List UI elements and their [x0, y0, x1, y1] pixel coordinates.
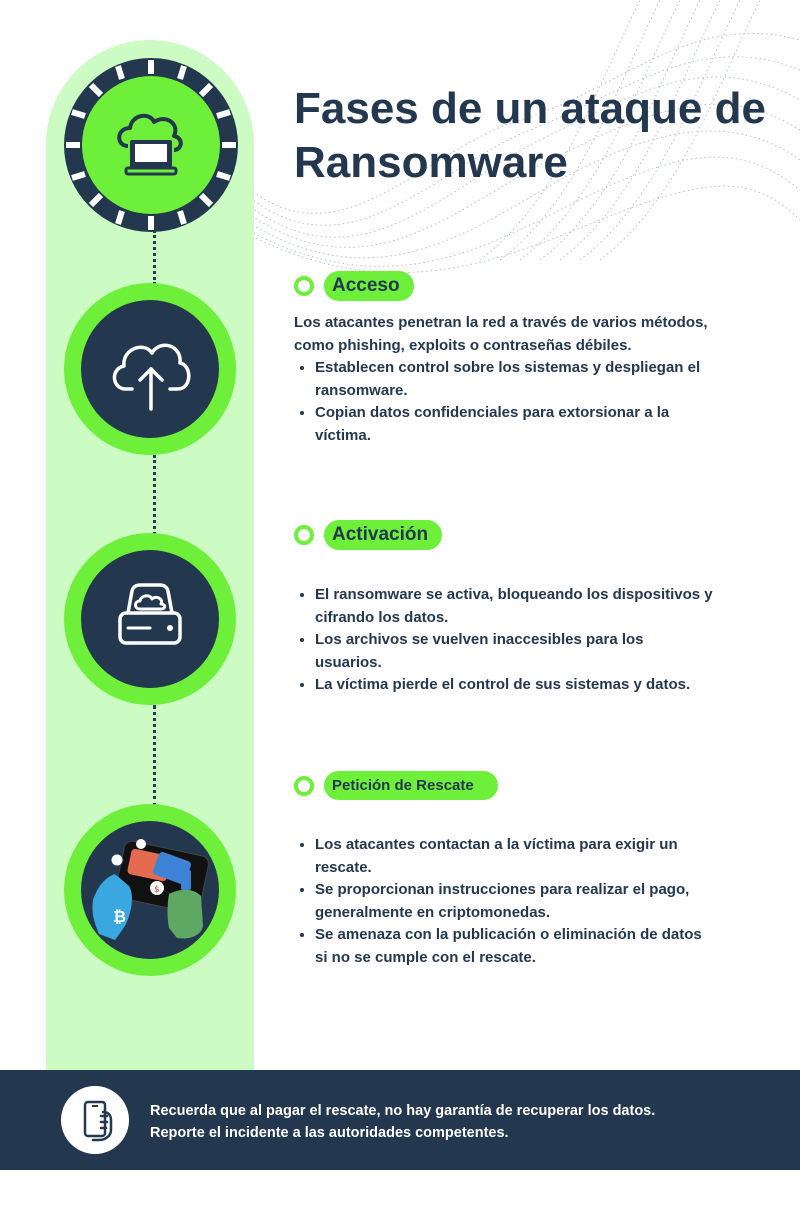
- list-item: • Los archivos se vuelven inaccesibles para los usuarios.: [315, 629, 714, 674]
- phase-1-heading: [294, 271, 414, 301]
- footer-line-2: Reporte el incidente a las autoridades competentes.: [150, 1125, 509, 1141]
- phase-2-text: [294, 584, 714, 697]
- phase-3-title: Petición de Rescate: [324, 771, 498, 800]
- laptop-cloud-icon: [82, 76, 220, 214]
- phase-marker: [294, 276, 314, 296]
- list-item: • Se amenaza con la publicación o eliminación de datos si no se cumple con el rescate.: [315, 924, 714, 969]
- timeline-connector: [153, 705, 156, 807]
- cloud-drive-icon: [81, 550, 219, 688]
- phase-2-title: Activación: [324, 520, 442, 550]
- phase-1-text: [294, 312, 714, 447]
- phase-3-text: [294, 834, 714, 969]
- phase-marker: [294, 525, 314, 545]
- timeline-connector: [153, 230, 156, 285]
- footer-text: [150, 1100, 655, 1144]
- page-title: Fases de un ataque de Ransomware: [294, 84, 766, 187]
- list-item: • Se proporcionan instrucciones para realizar el pago, generalmente en criptomonedas.: [315, 879, 714, 924]
- phase-marker: [294, 776, 314, 796]
- list-item: • Copian datos confidenciales para extorsionar a la víctima.: [315, 402, 714, 447]
- svg-text:$: $: [154, 885, 160, 895]
- cloud-upload-icon: [81, 300, 219, 438]
- footer-banner: [0, 1070, 800, 1170]
- phase-1-intro: Los atacantes penetran la red a través de varios métodos, como phishing, exploits o contraseñas débiles.: [294, 314, 708, 354]
- phase-1-list: [294, 357, 714, 447]
- phase-3-list: [294, 834, 714, 969]
- phase-2-list: [294, 584, 714, 697]
- header-badge: [64, 58, 238, 232]
- svg-text:₿: ₿: [113, 907, 127, 926]
- wallet-payment-icon: [81, 821, 219, 959]
- phase-2-badge: [64, 533, 236, 705]
- phone-hand-icon: [61, 1086, 129, 1154]
- phase-2-heading: [294, 520, 442, 550]
- phase-3-heading: [294, 771, 498, 800]
- phase-1-badge: [64, 283, 236, 455]
- list-item: • La víctima pierde el control de sus sistemas y datos.: [315, 674, 714, 697]
- phase-3-badge: [64, 804, 236, 976]
- list-item: • Establecen control sobre los sistemas y despliegan el ransomware.: [315, 357, 714, 402]
- list-item: • Los atacantes contactan a la víctima para exigir un rescate.: [315, 834, 714, 879]
- timeline-connector: [153, 455, 156, 535]
- footer-line-1: Recuerda que al pagar el rescate, no hay garantía de recuperar los datos.: [150, 1103, 656, 1119]
- phase-1-title: Acceso: [324, 271, 414, 301]
- list-item: • El ransomware se activa, bloqueando los dispositivos y cifrando los datos.: [315, 584, 714, 629]
